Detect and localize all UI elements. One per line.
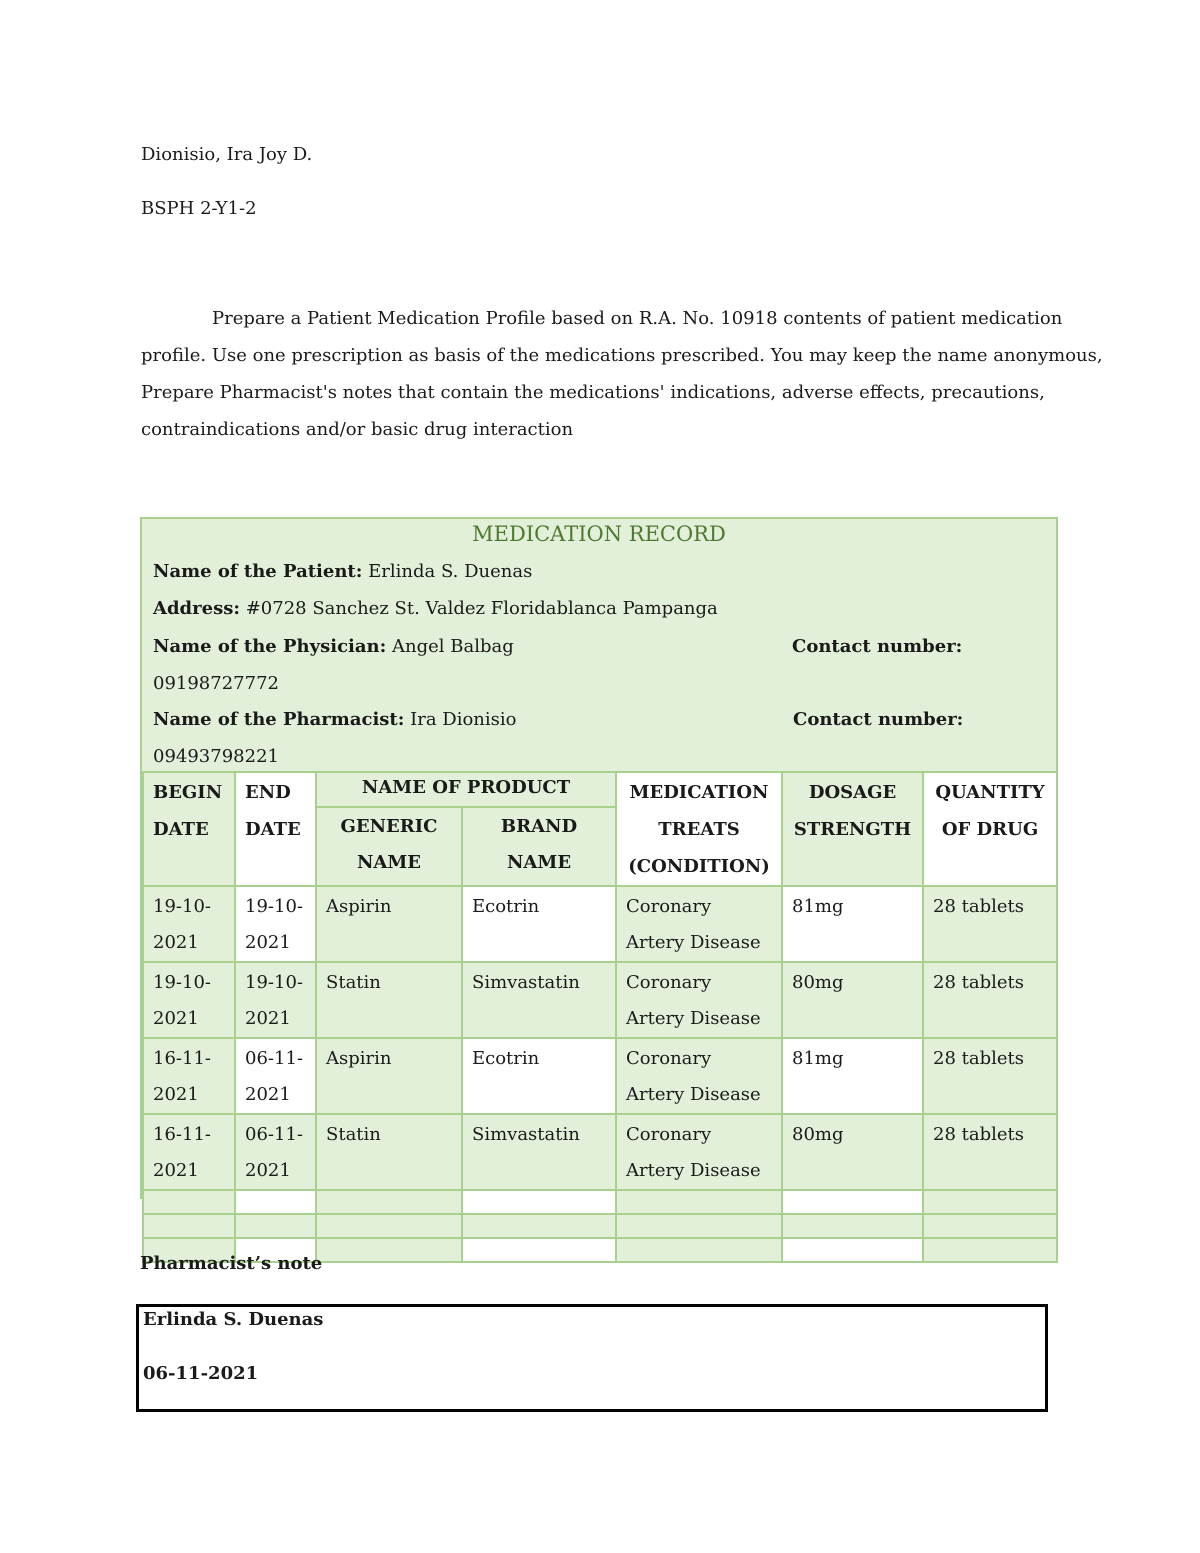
- header-quantity: QUANTITY OF DRUG: [923, 772, 1057, 886]
- cell-generic: Aspirin: [316, 886, 462, 962]
- empty-cell: [462, 1214, 616, 1238]
- pharmacist-note-label: Pharmacist’s note: [140, 1253, 323, 1274]
- patient-line: [153, 561, 532, 582]
- pharmacist-line: [153, 709, 517, 730]
- empty-cell: [923, 1214, 1057, 1238]
- empty-row: [143, 1190, 1057, 1214]
- cell-treats: Coronary Artery Disease: [616, 1038, 782, 1114]
- table-header-row: [143, 772, 1057, 807]
- cell-begin: 16-11-2021: [143, 1038, 235, 1114]
- empty-cell: [143, 1214, 235, 1238]
- cell-end: 06-11-2021: [235, 1114, 316, 1190]
- header-product: NAME OF PRODUCT: [316, 772, 616, 807]
- cell-dosage: 81mg: [782, 886, 923, 962]
- empty-cell: [462, 1238, 616, 1262]
- address-value: #0728 Sanchez St. Valdez Floridablanca Pampanga: [240, 598, 718, 619]
- cell-treats: Coronary Artery Disease: [616, 962, 782, 1038]
- header-dosage: DOSAGE STRENGTH: [782, 772, 923, 886]
- cell-quantity: 28 tablets: [923, 1038, 1057, 1114]
- instructions-line: Prepare a Patient Medication Profile based on R.A. No. 10918 contents of patient medication: [212, 308, 1063, 329]
- cell-end: 19-10-2021: [235, 962, 316, 1038]
- student-name: Dionisio, Ira Joy D.: [141, 144, 313, 165]
- cell-begin: 16-11-2021: [143, 1114, 235, 1190]
- table-row: [143, 886, 1057, 962]
- cell-begin: 19-10-2021: [143, 962, 235, 1038]
- cell-end: 19-10-2021: [235, 886, 316, 962]
- header-begin-date: BEGIN DATE: [143, 772, 235, 886]
- pharmacist-value: Ira Dionisio: [404, 709, 517, 730]
- empty-cell: [616, 1214, 782, 1238]
- cell-quantity: 28 tablets: [923, 1114, 1057, 1190]
- table-row: [143, 1038, 1057, 1114]
- empty-row: [143, 1214, 1057, 1238]
- empty-cell: [782, 1238, 923, 1262]
- physician-value: Angel Balbag: [386, 636, 514, 657]
- header-generic: GENERIC NAME: [316, 807, 462, 886]
- instructions-paragraph: [141, 300, 1103, 448]
- note-date: 06-11-2021: [143, 1363, 259, 1384]
- header-brand: BRAND NAME: [462, 807, 616, 886]
- record-title: MEDICATION RECORD: [472, 522, 726, 546]
- cell-generic: Statin: [316, 962, 462, 1038]
- empty-cell: [923, 1190, 1057, 1214]
- cell-brand: Simvastatin: [462, 962, 616, 1038]
- cell-begin: 19-10-2021: [143, 886, 235, 962]
- empty-cell: [923, 1238, 1057, 1262]
- empty-cell: [316, 1190, 462, 1214]
- empty-cell: [616, 1238, 782, 1262]
- empty-cell: [143, 1190, 235, 1214]
- physician-contact-label: Contact number:: [792, 636, 963, 657]
- pharmacist-contact-value: 09493798221: [153, 746, 279, 767]
- instructions-line: contraindications and/or basic drug interaction: [141, 419, 574, 440]
- cell-dosage: 81mg: [782, 1038, 923, 1114]
- medication-table: [142, 771, 1058, 1263]
- physician-label: Name of the Physician:: [153, 636, 387, 657]
- cell-treats: Coronary Artery Disease: [616, 1114, 782, 1190]
- empty-cell: [616, 1190, 782, 1214]
- cell-brand: Simvastatin: [462, 1114, 616, 1190]
- medication-record: [140, 517, 1058, 1199]
- header-treats: MEDICATION TREATS (CONDITION): [616, 772, 782, 886]
- instructions-line: Prepare Pharmacist's notes that contain the medications' indications, adverse effects, precautions,: [141, 382, 1045, 403]
- pharmacist-label: Name of the Pharmacist:: [153, 709, 405, 730]
- address-line: [153, 598, 718, 619]
- patient-label: Name of the Patient:: [153, 561, 363, 582]
- pharmacist-contact-label: Contact number:: [793, 709, 964, 730]
- empty-cell: [235, 1214, 316, 1238]
- address-label: Address:: [153, 598, 240, 619]
- physician-contact-value: 09198727772: [153, 673, 279, 694]
- cell-end: 06-11-2021: [235, 1038, 316, 1114]
- cell-quantity: 28 tablets: [923, 962, 1057, 1038]
- empty-cell: [782, 1214, 923, 1238]
- physician-line: [153, 636, 514, 657]
- empty-cell: [782, 1190, 923, 1214]
- cell-brand: Ecotrin: [462, 886, 616, 962]
- empty-cell: [316, 1238, 462, 1262]
- cell-brand: Ecotrin: [462, 1038, 616, 1114]
- cell-generic: Statin: [316, 1114, 462, 1190]
- cell-quantity: 28 tablets: [923, 886, 1057, 962]
- pharmacist-note-box: [136, 1304, 1048, 1412]
- table-row: [143, 1114, 1057, 1190]
- cell-dosage: 80mg: [782, 1114, 923, 1190]
- patient-value: Erlinda S. Duenas: [362, 561, 533, 582]
- student-section: BSPH 2-Y1-2: [141, 198, 257, 219]
- empty-cell: [316, 1214, 462, 1238]
- record-header: [142, 519, 1056, 771]
- cell-generic: Aspirin: [316, 1038, 462, 1114]
- cell-dosage: 80mg: [782, 962, 923, 1038]
- note-patient-name: Erlinda S. Duenas: [143, 1309, 324, 1330]
- empty-cell: [462, 1190, 616, 1214]
- header-end-date: END DATE: [235, 772, 316, 886]
- empty-cell: [235, 1190, 316, 1214]
- instructions-line: profile. Use one prescription as basis of the medications prescribed. You may keep the name anonymous,: [141, 345, 1103, 366]
- cell-treats: Coronary Artery Disease: [616, 886, 782, 962]
- table-row: [143, 962, 1057, 1038]
